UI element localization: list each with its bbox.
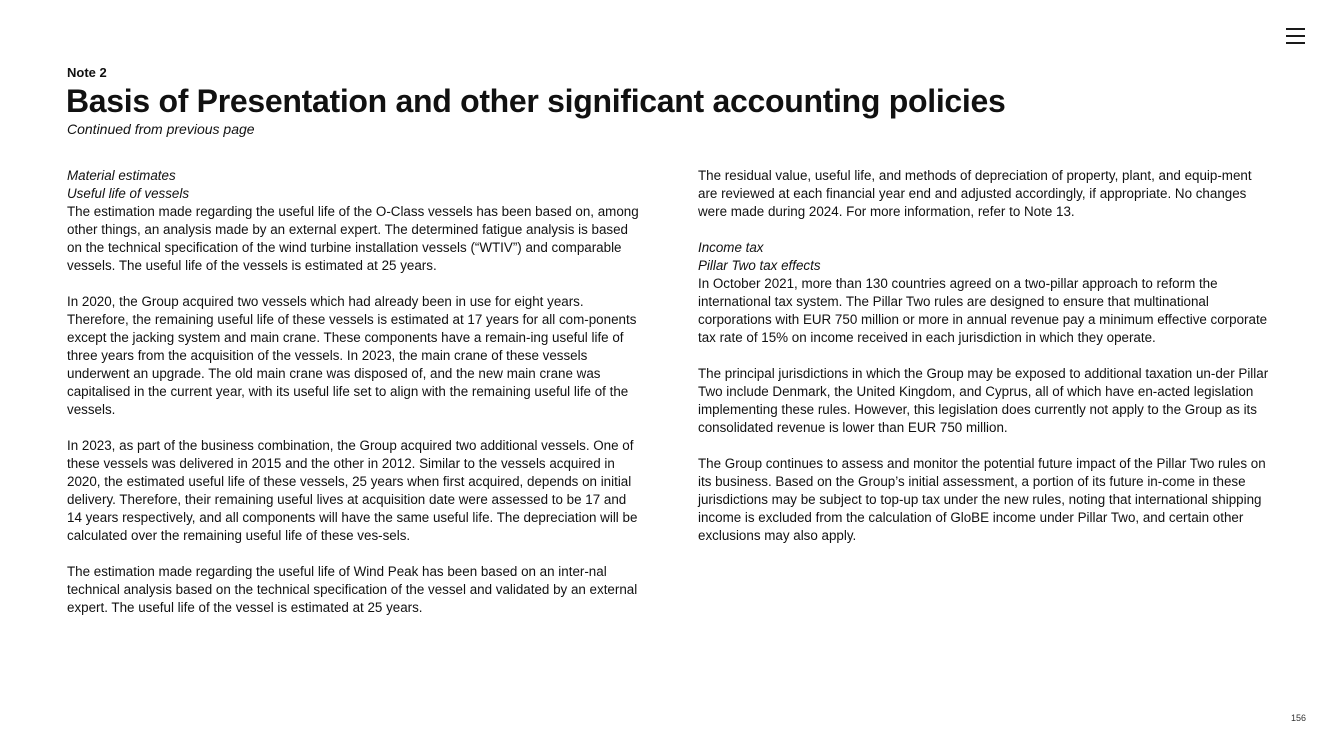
subheading-useful-life-of-vessels: Useful life of vessels: [67, 186, 190, 201]
left-column: [67, 167, 639, 635]
note-label: Note 2: [67, 65, 107, 80]
paragraph-pillar-two-intro: In October 2021, more than 130 countries agreed on a two-pillar approach to reform the international tax system. The Pillar Two rules are designed to ensure that multinational corporations with EUR 750 million or more in annual revenue pay a minimum effective corporate tax rate of 15% on income received in each jurisdiction in which they operate.: [698, 276, 1268, 345]
menu-bar: [1286, 28, 1305, 30]
continued-note: Continued from previous page: [67, 121, 255, 137]
menu-bar: [1286, 35, 1305, 37]
hamburger-menu-icon[interactable]: [1286, 27, 1306, 45]
page-number: 156: [1291, 713, 1307, 723]
paragraph-2023-acquisition: In 2023, as part of the business combination, the Group acquired two additional vessels. One of these vessels was delivered in 2015 and the other in 2012. Similar to the vessels acquired in 2020, the estimated useful life of these vessels, 25 years when first acquired, depends on initial delivery. Therefore, their remaining useful lives at acquisition date were assessed to be 17 and 14 years respectively, and all components will have the same useful life. The depreciation will be calculated over the remaining useful life of these ves-sels.: [67, 438, 638, 543]
paragraph-o-class-vessels: The estimation made regarding the useful life of the O-Class vessels has been based on, among other things, an analysis made by an external expert. The determined fatigue analysis is based on the technical specification of the wind turbine installation vessels (“WTIV”) and comparable vessels. The useful life of the vessels is estimated at 25 years.: [67, 204, 639, 273]
menu-bar: [1286, 42, 1305, 44]
right-column: [698, 167, 1270, 563]
page-title: Basis of Presentation and other significant accounting policies: [66, 83, 1006, 119]
section-heading-material-estimates: Material estimates: [67, 168, 176, 183]
paragraph-principal-jurisdictions: The principal jurisdictions in which the Group may be exposed to additional taxation un-der Pillar Two include Denmark, the United Kingdom, and Cyprus, all of which have en-acted legislation implementing these rules. However, this legislation does currently not apply to the Group as its consolidated revenue is lower than EUR 750 million.: [698, 366, 1269, 435]
paragraph-residual-value: The residual value, useful life, and methods of depreciation of property, plant, and equip-ment are reviewed at each financial year end and adjusted accordingly, if appropriate. No changes were made during 2024. For more information, refer to Note 13.: [698, 168, 1252, 219]
section-heading-income-tax: Income tax: [698, 240, 764, 255]
paragraph-wind-peak: The estimation made regarding the useful life of Wind Peak has been based on an inter-nal technical analysis based on the technical specification of the vessel and validated by an external expert. The useful life of the vessel is estimated at 25 years.: [67, 564, 638, 615]
subheading-pillar-two: Pillar Two tax effects: [698, 258, 821, 273]
paragraph-2020-acquisition: In 2020, the Group acquired two vessels which had already been in use for eight years. Therefore, the remaining useful life of these vessels is estimated at 17 years for all com-ponents except the jacking system and main crane. These components have a remain-ing useful life of three years from the acquisition of the vessels. In 2023, the main crane of these vessels underwent an upgrade. The old main crane was disposed of, and the new main crane was capitalised in the current year, with its useful life set to align with the remaining useful life of the vessels.: [67, 294, 637, 417]
paragraph-future-impact: The Group continues to assess and monitor the potential future impact of the Pillar Two rules on its business. Based on the Group’s initial assessment, a portion of its future in-come in these jurisdictions may be subject to top-up tax under the new rules, noting that international shipping income is excluded from the calculation of GloBE income under Pillar Two, and certain other exclusions may also apply.: [698, 456, 1266, 543]
